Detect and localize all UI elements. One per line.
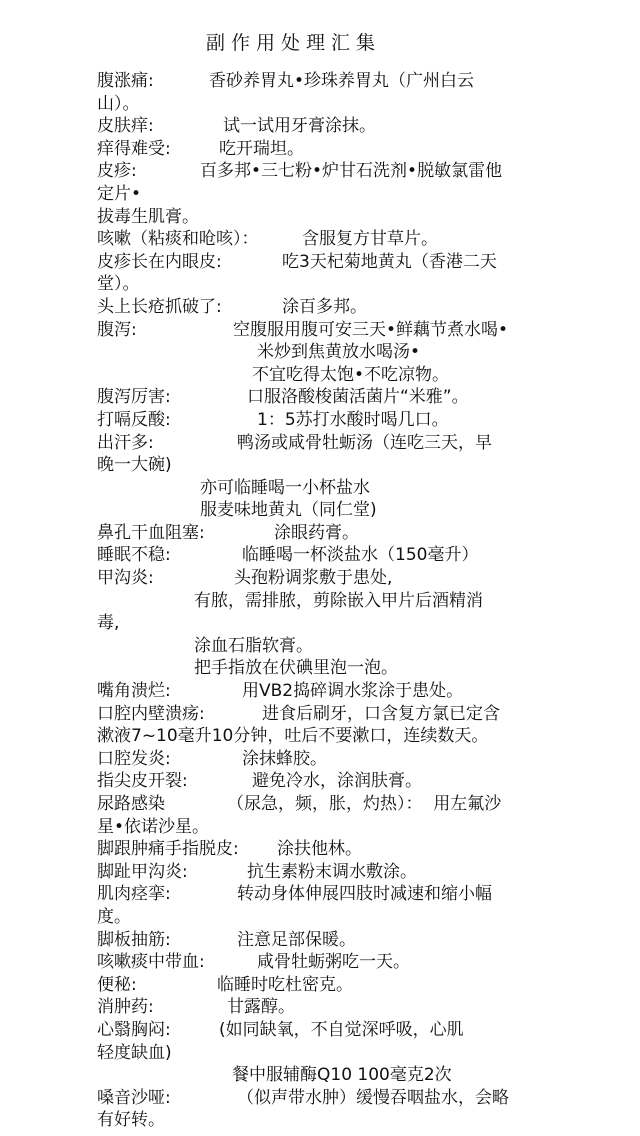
remedy-text: 头孢粉调浆敷于患处,: [234, 568, 393, 589]
symptom-label: 尿路感染: [97, 794, 165, 814]
document-body: [97, 70, 547, 1132]
symptom-label: 咳嗽（粘痰和呛咳）：: [97, 229, 259, 250]
remedy-text: 抗生素粉末调水敷涂。: [247, 861, 417, 882]
text-line: [97, 522, 547, 545]
symptom-label: 口腔发炎:: [97, 748, 171, 769]
text-line: [97, 680, 547, 703]
symptom-label: 出汗多:: [97, 432, 154, 453]
text-line: [97, 612, 547, 635]
text-line: [97, 160, 547, 183]
symptom-label: 头上长疮抓破了:: [97, 296, 222, 317]
remedy-text: 不宜吃得太饱•不吃凉物。: [252, 364, 450, 385]
remedy-text: 涂眼药膏。: [274, 522, 359, 543]
text-line: [97, 296, 547, 319]
remedy-text: 1：5苏打水酸时喝几口。: [257, 409, 449, 430]
symptom-label: 轻度缺血): [97, 1042, 172, 1063]
remedy-text: 咸骨牡蛎粥吃一天。: [257, 952, 410, 973]
symptom-label: 有好转。: [97, 1110, 165, 1131]
symptom-label: 皮疹长在内眼皮:: [97, 251, 222, 272]
text-line: [97, 703, 547, 726]
symptom-label: 拔毒生肌膏。: [97, 206, 199, 227]
symptom-label: 毒,: [97, 613, 120, 634]
text-line: [97, 1042, 547, 1065]
symptom-label: 堂）。: [97, 274, 140, 295]
page-title: 副作用处理汇集: [206, 32, 382, 54]
remedy-text: 吃开瑞坦。: [219, 138, 304, 159]
text-line: [97, 748, 547, 771]
remedy-text: 进食后刷牙，口含复方氯已定含: [262, 703, 500, 724]
symptom-label: 咳嗽痰中带血:: [97, 952, 205, 973]
text-line: [97, 228, 547, 251]
remedy-text: （似声带水肿）缓慢吞咽盐水，会略: [237, 1087, 509, 1108]
text-line: [97, 273, 547, 296]
symptom-label: 山）。: [97, 93, 140, 114]
remedy-text: （尿急，频，胀，灼热）： 用左氟沙: [227, 794, 502, 814]
text-line: [97, 183, 547, 206]
text-line: [97, 1064, 547, 1087]
text-line: [97, 770, 547, 793]
symptom-label: 晚一大碗): [97, 455, 172, 476]
text-line: [97, 1087, 547, 1110]
text-line: [97, 364, 547, 387]
symptom-label: 打嗝反酸:: [97, 409, 171, 430]
remedy-text: 香砂养胃丸•珍珠养胃丸（广州白云: [209, 71, 475, 91]
remedy-text: (如同缺氧，不自觉深呼吸，心肌: [219, 1019, 464, 1040]
text-line: [97, 793, 547, 816]
text-line: [97, 251, 547, 274]
symptom-label: 嘴角溃烂:: [97, 681, 171, 702]
symptom-label: 脚板抽筋:: [97, 929, 171, 950]
symptom-label: 定片•: [97, 183, 142, 204]
text-line: [97, 590, 547, 613]
symptom-label: 痒得难受:: [97, 138, 171, 159]
text-line: [97, 906, 547, 929]
remedy-text: 空腹服用腹可安三天•鲜藕节煮水喝•: [233, 319, 509, 340]
symptom-label: 腹泻:: [97, 319, 137, 340]
remedy-text: 米炒到焦黄放水喝汤•: [257, 342, 421, 363]
text-line: [97, 319, 547, 342]
text-line: [97, 138, 547, 161]
remedy-text: 吃3天杞菊地黄丸（香港二天: [282, 251, 497, 272]
remedy-text: 甘露醇。: [227, 997, 295, 1018]
symptom-label: 消肿药:: [97, 997, 154, 1018]
text-line: [97, 951, 547, 974]
remedy-text: 转动身体伸展四肢时减速和缩小幅: [237, 884, 492, 905]
remedy-text: 含服复方甘草片。: [302, 229, 438, 250]
text-line: [97, 386, 547, 409]
remedy-text: 用VB2捣碎调水浆涂于患处。: [242, 681, 464, 702]
remedy-text: 餐中服辅酶Q10 100毫克2次: [232, 1065, 452, 1086]
symptom-label: 皮肤痒:: [97, 116, 154, 137]
remedy-text: 把手指放在伏碘里泡一泡。: [194, 658, 398, 679]
remedy-text: 涂抹蜂胶。: [242, 748, 327, 769]
symptom-label: 便秘:: [97, 974, 137, 995]
symptom-label: 睡眠不稳:: [97, 545, 171, 566]
text-line: [97, 454, 547, 477]
remedy-text: 百多邦•三七粉•炉甘石洗剂•脱敏氯雷他: [200, 161, 503, 182]
symptom-label: 指尖皮开裂:: [97, 771, 188, 792]
remedy-text: 临睡喝一杯淡盐水（150毫升）: [242, 545, 479, 566]
text-line: [97, 93, 547, 116]
remedy-text: 口服洛酸梭菌活菌片“米雅”。: [247, 387, 469, 408]
text-line: [97, 115, 547, 138]
symptom-label: 嗓音沙哑:: [97, 1087, 171, 1108]
remedy-text: 亦可临睡喝一小杯盐水: [200, 477, 370, 498]
remedy-text: 服麦味地黄丸（同仁堂): [200, 500, 377, 521]
text-line: [97, 409, 547, 432]
symptom-label: 皮疹:: [97, 161, 137, 182]
text-line: [97, 544, 547, 567]
symptom-label: 口腔内壁溃疡:: [97, 703, 205, 724]
text-line: [97, 929, 547, 952]
text-line: [97, 432, 547, 455]
symptom-label: 度。: [97, 906, 131, 927]
text-line: [97, 657, 547, 680]
remedy-text: 涂扶他林。: [277, 839, 362, 860]
symptom-label: 甲沟炎:: [97, 568, 154, 589]
remedy-text: 试一试用牙膏涂抹。: [223, 116, 376, 137]
symptom-label: 鼻孔干血阻塞:: [97, 522, 205, 543]
text-line: [97, 838, 547, 861]
remedy-text: 注意足部保暖。: [237, 929, 356, 950]
symptom-label: 漱液7~10毫升10分钟，吐后不要漱口，连续数天。: [97, 726, 489, 747]
remedy-text: 涂血石脂软膏。: [194, 635, 313, 656]
symptom-label: 肌肉痉挛:: [97, 884, 171, 905]
text-line: [97, 567, 547, 590]
text-line: [97, 477, 547, 500]
remedy-text: 鸭汤或咸骨牡蛎汤（连吃三天，早: [237, 432, 492, 453]
symptom-label: 脚趾甲沟炎:: [97, 861, 188, 882]
text-line: [97, 1109, 547, 1132]
remedy-text: 避免冷水，涂润肤膏。: [252, 771, 422, 792]
text-line: [97, 974, 547, 997]
symptom-label: 脚跟肿痛手指脱皮:: [97, 839, 239, 860]
text-line: [97, 70, 547, 93]
text-line: [97, 635, 547, 658]
symptom-label: 心翳胸闷:: [97, 1019, 171, 1040]
remedy-text: 临睡时吃杜密克。: [217, 974, 353, 995]
text-line: [97, 816, 547, 839]
text-line: [97, 1019, 547, 1042]
text-line: [97, 725, 547, 748]
remedy-text: 有脓，需排脓，剪除嵌入甲片后酒精消: [194, 590, 483, 611]
symptom-label: 腹泻厉害:: [97, 387, 171, 408]
text-line: [97, 861, 547, 884]
text-line: [97, 996, 547, 1019]
symptom-label: 腹涨痛:: [97, 71, 154, 91]
text-line: [97, 883, 547, 906]
symptom-label: 星•依诺沙星。: [97, 816, 210, 837]
text-line: [97, 206, 547, 229]
text-line: [97, 341, 547, 364]
text-line: [97, 499, 547, 522]
remedy-text: 涂百多邦。: [282, 296, 367, 317]
